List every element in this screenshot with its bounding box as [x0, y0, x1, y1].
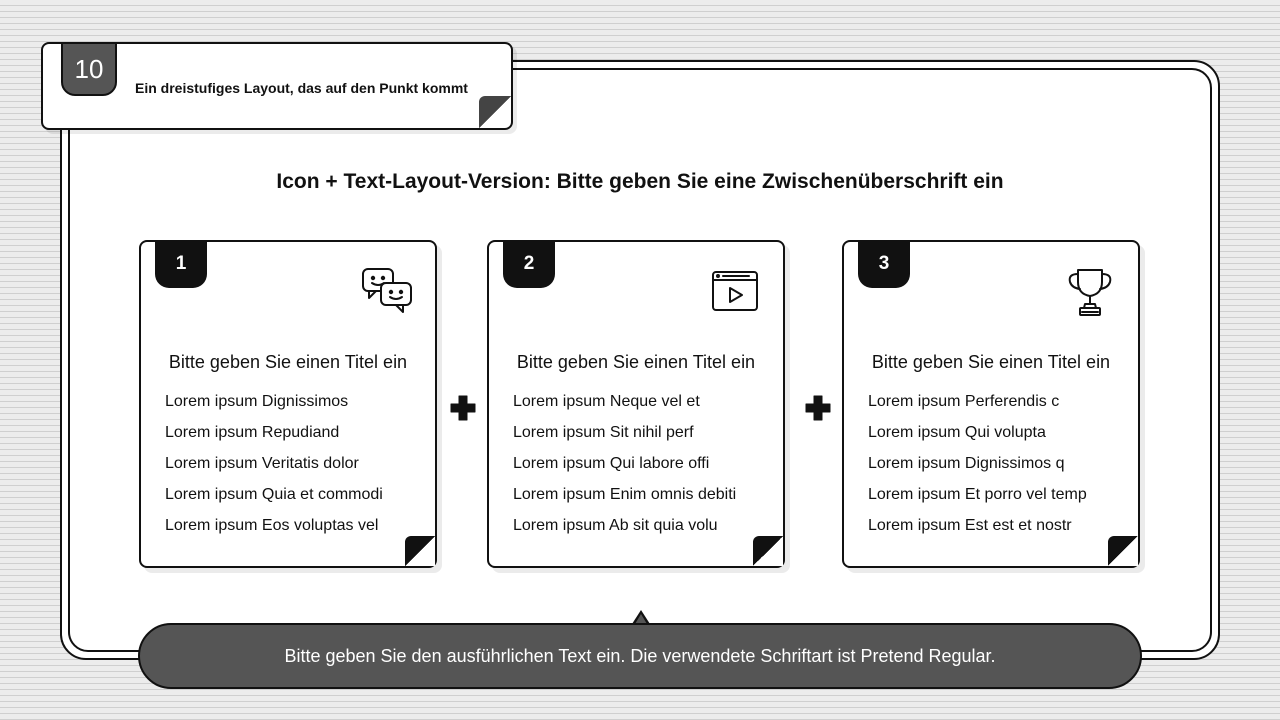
list-item: Lorem ipsum Perferendis c [868, 393, 1060, 410]
list-item: Lorem ipsum Dignissimos q [868, 455, 1065, 472]
list-item: Lorem ipsum Et porro vel temp [868, 486, 1087, 503]
step-number: 2 [503, 240, 555, 288]
list-item: Lorem ipsum Veritatis dolor [165, 455, 359, 472]
card-list [513, 392, 736, 547]
list-item: Lorem ipsum Qui labore offi [513, 455, 710, 472]
plus-icon [804, 394, 832, 422]
list-item: Lorem ipsum Ab sit quia volu [513, 517, 718, 534]
step-number: 3 [858, 240, 910, 288]
list-item: Lorem ipsum Repudiand [165, 424, 340, 441]
step-card-3 [842, 240, 1140, 568]
list-item: Lorem ipsum Qui volupta [868, 424, 1046, 441]
card-title: Bitte geben Sie einen Titel ein [516, 352, 756, 372]
page-fold [1108, 536, 1138, 566]
step-card-2 [487, 240, 785, 568]
page-subtitle: Icon + Text-Layout-Version: Bitte geben Sie eine Zwischenüberschrift ein [276, 170, 1004, 193]
slide-tag [41, 42, 513, 130]
list-item: Lorem ipsum Neque vel et [513, 393, 700, 410]
list-item: Lorem ipsum Est est et nostr [868, 517, 1072, 534]
footer-text-bar: Bitte geben Sie den ausführlichen Text ein. Die verwendete Schriftart ist Pretend Regular. [138, 623, 1142, 689]
page-fold [405, 536, 435, 566]
slide-number: 10 [61, 42, 117, 96]
list-item: Lorem ipsum Quia et commodi [165, 486, 383, 503]
list-item: Lorem ipsum Enim omnis debiti [513, 486, 737, 503]
chat-icon [361, 266, 413, 318]
page-fold [479, 96, 511, 128]
card-list [868, 392, 1087, 547]
list-item: Lorem ipsum Eos voluptas vel [165, 517, 379, 534]
page-fold [753, 536, 783, 566]
video-player-icon [709, 266, 761, 318]
list-item: Lorem ipsum Dignissimos [165, 393, 349, 410]
card-title: Bitte geben Sie einen Titel ein [871, 352, 1111, 372]
step-number: 1 [155, 240, 207, 288]
plus-icon [449, 394, 477, 422]
card-title: Bitte geben Sie einen Titel ein [168, 352, 408, 372]
card-list [165, 392, 383, 547]
step-card-1 [139, 240, 437, 568]
list-item: Lorem ipsum Sit nihil perf [513, 424, 694, 441]
slide-tag-title: Ein dreistufiges Layout, das auf den Punkt kommt [135, 80, 468, 96]
trophy-icon [1064, 266, 1116, 318]
